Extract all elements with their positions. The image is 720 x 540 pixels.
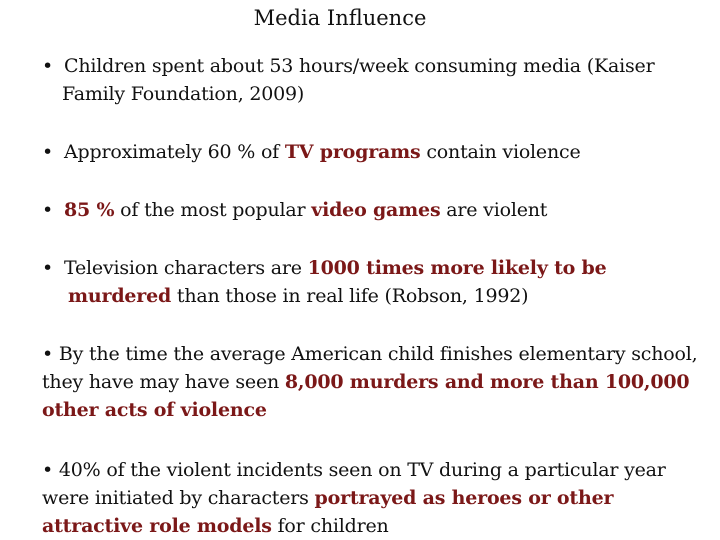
highlight-text: TV programs	[284, 141, 421, 163]
bullet-tv-characters	[42, 254, 607, 310]
bullet-text: contain violence	[420, 141, 581, 163]
bullet-murders-seen	[42, 340, 697, 424]
highlight-text: other acts of violence	[42, 399, 267, 421]
bullet-video-games	[42, 196, 547, 224]
highlight-text: 8,000 murders and more than 100,000	[284, 371, 690, 393]
bullet-text: Children spent about 53 hours/week consuming media (Kaiser	[64, 55, 655, 77]
bullet-text: for children	[271, 515, 389, 537]
slide-title: Media Influence	[253, 6, 427, 30]
highlight-text: attractive role models	[42, 515, 272, 537]
highlight-text: 1000 times more likely to be	[307, 257, 607, 279]
bullet-text: of the most popular	[114, 199, 312, 221]
highlight-text: portrayed as heroes or other	[314, 487, 614, 509]
bullet-dot: •	[42, 343, 54, 365]
bullet-text: were initiated by characters	[42, 487, 315, 509]
bullet-text: Approximately 60 % of	[64, 141, 285, 163]
highlight-text: murdered	[68, 285, 172, 307]
bullet-text: are violent	[440, 199, 548, 221]
bullet-text: they have may have seen	[42, 371, 285, 393]
bullet-text: 40% of the violent incidents seen on TV during a particular year	[58, 459, 666, 481]
bullet-tv-violence	[42, 138, 581, 166]
bullet-dot: •	[42, 55, 54, 77]
bullet-heroes-violence	[42, 456, 666, 540]
bullet-dot: •	[42, 199, 54, 221]
highlight-text: video games	[311, 199, 441, 221]
bullet-dot: •	[42, 459, 54, 481]
bullet-media-hours	[42, 52, 654, 108]
bullet-text: By the time the average American child finishes elementary school,	[58, 343, 698, 365]
bullet-dot: •	[42, 257, 54, 279]
bullet-text: Television characters are	[64, 257, 308, 279]
highlight-text: 85 %	[64, 199, 115, 221]
bullet-text-cont: Family Foundation, 2009)	[62, 83, 305, 105]
bullet-text: than those in real life (Robson, 1992)	[171, 285, 529, 307]
bullet-dot: •	[42, 141, 54, 163]
